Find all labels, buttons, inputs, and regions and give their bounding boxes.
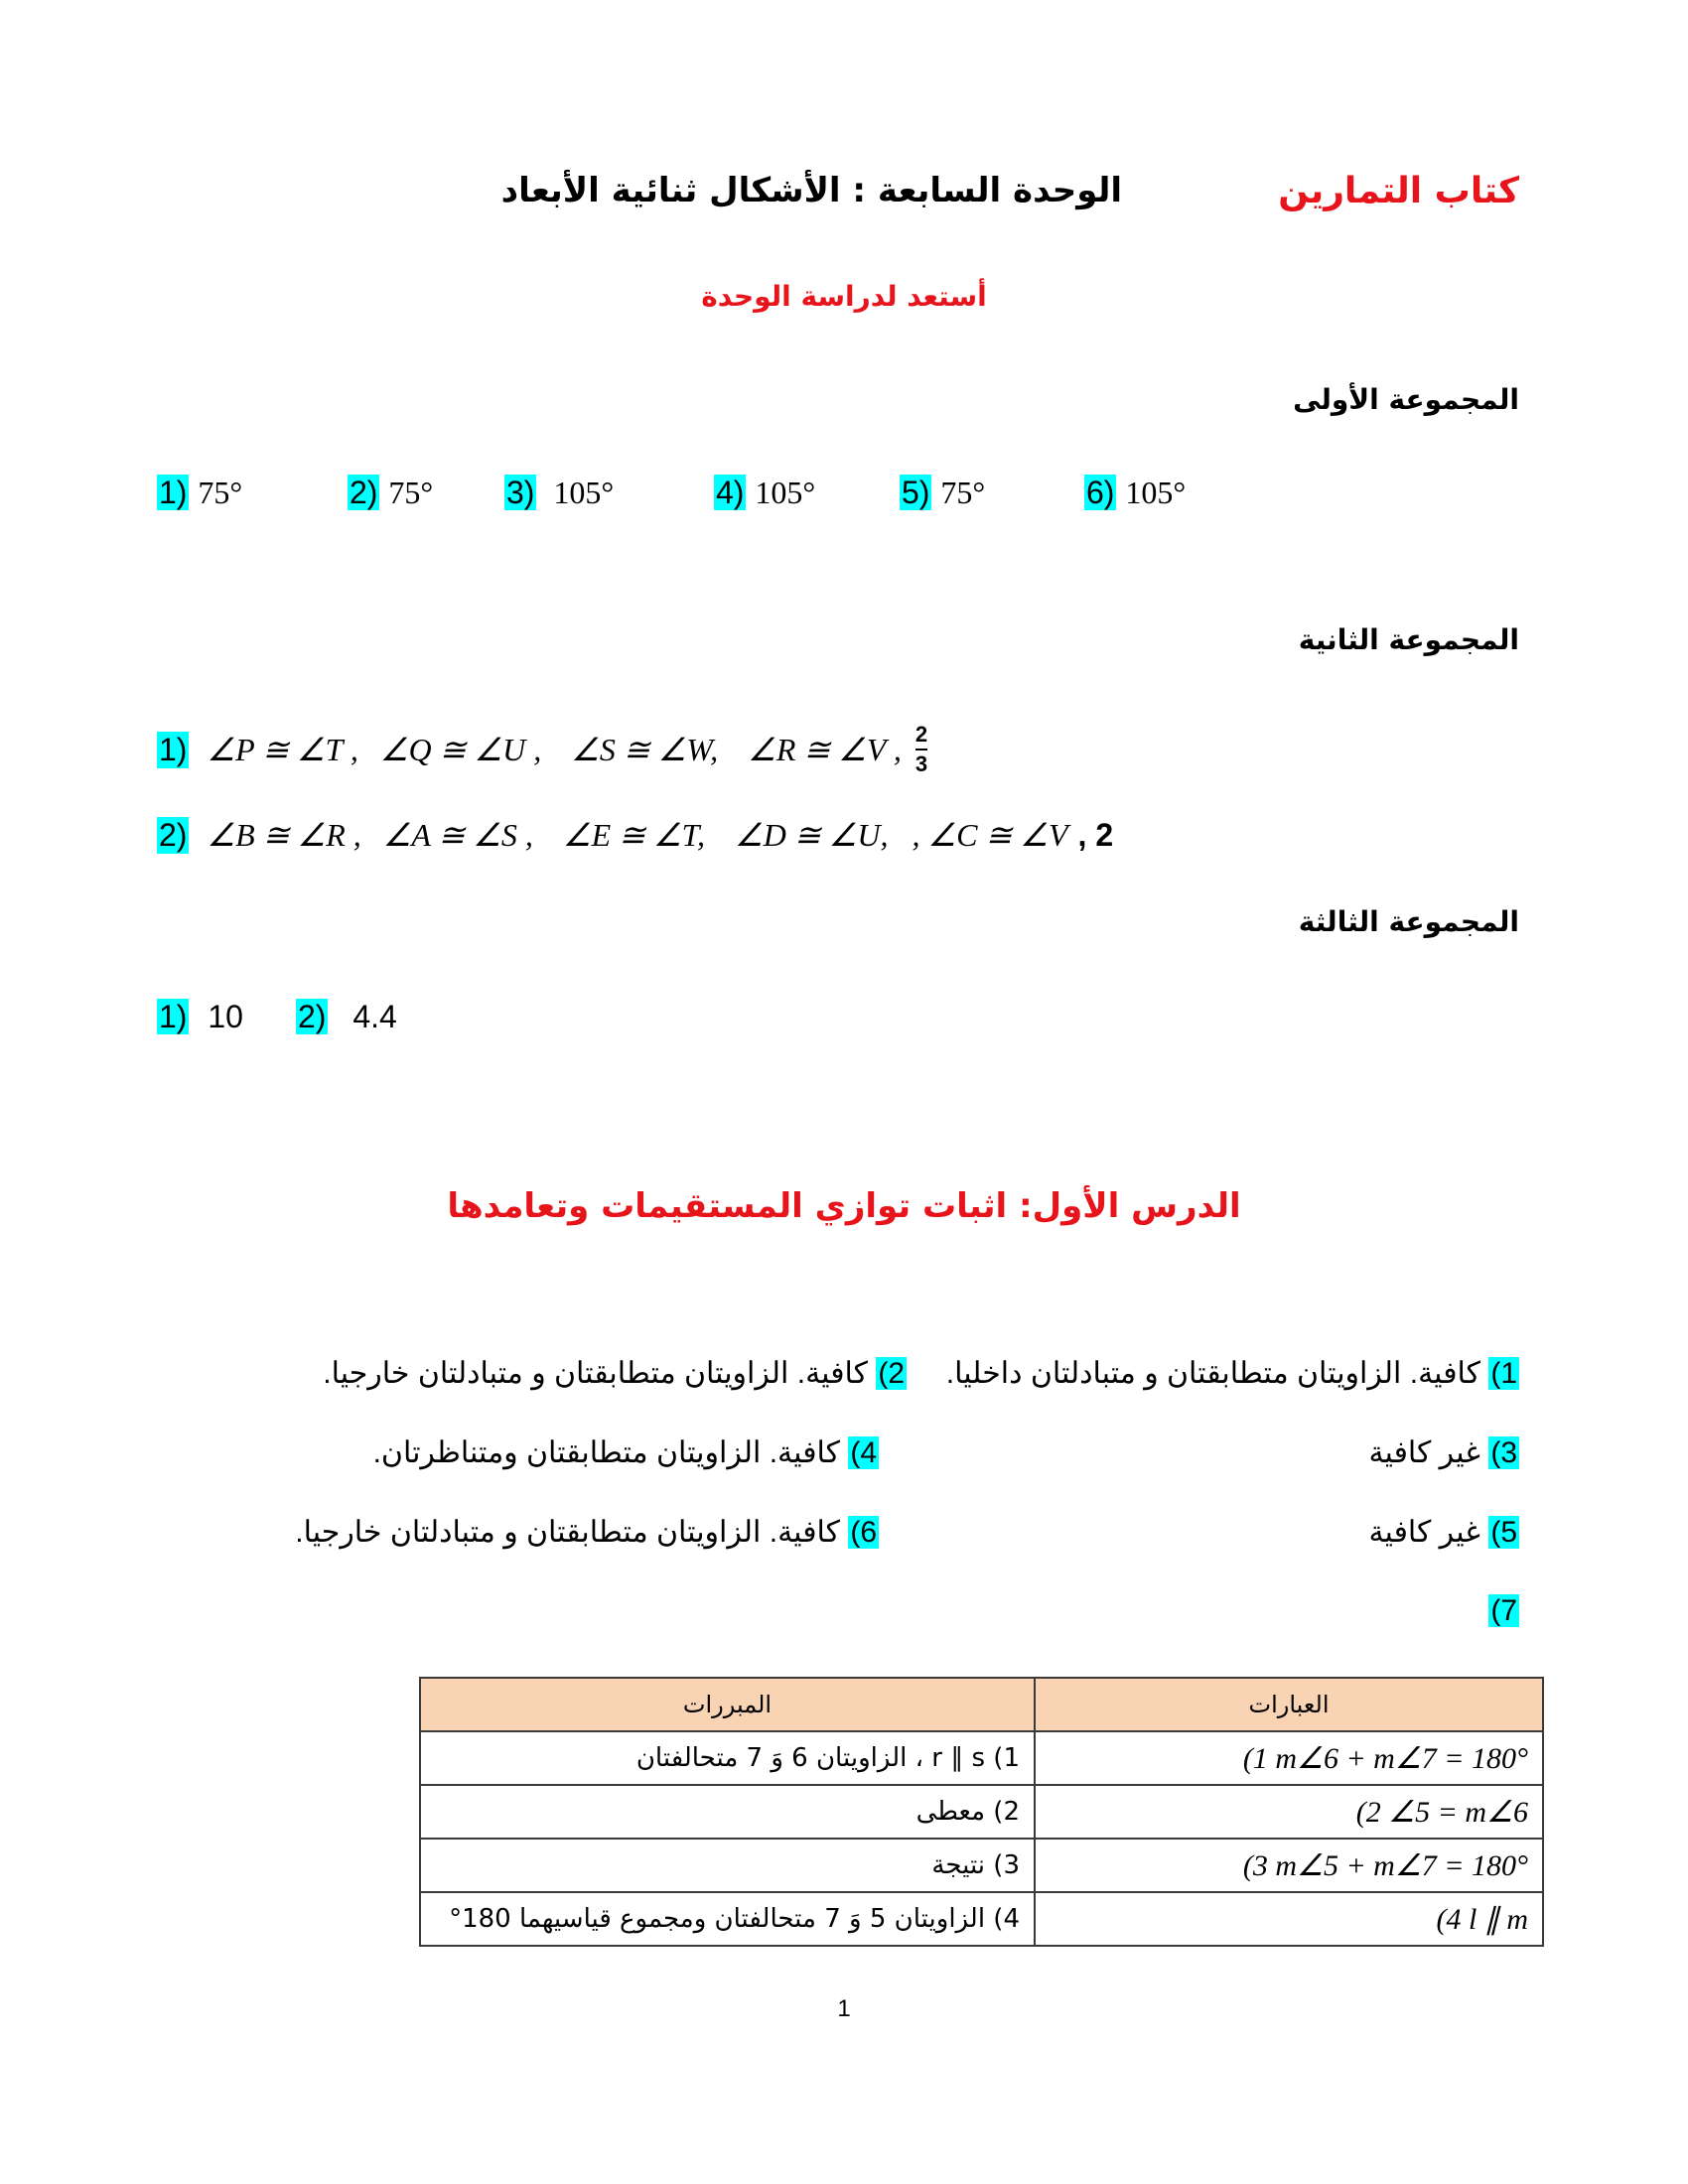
congruence-pair: , ∠C ≅ ∠V	[912, 817, 1068, 853]
fraction-denominator: 3	[914, 751, 928, 776]
answer-number: 2)	[159, 816, 188, 853]
answer-number: 6)	[1086, 475, 1115, 510]
item-number: 5)	[1490, 1516, 1517, 1549]
lesson-item	[1368, 1435, 1519, 1470]
header-statements: العبارات	[1035, 1678, 1543, 1731]
answer-number: 5)	[902, 475, 930, 510]
answer-value: 10	[208, 999, 243, 1034]
answer-item	[1084, 475, 1186, 511]
reason-cell: 3) نتيجة	[420, 1839, 1035, 1892]
answer-item	[504, 475, 614, 511]
item-text: كافية. الزاويتان متطابقتان و متبادلتان خارجيا.	[295, 1516, 840, 1549]
answer-item	[296, 999, 397, 1035]
table-row	[420, 1839, 1543, 1892]
answer-item	[348, 475, 433, 511]
answer-value: 75°	[198, 475, 243, 510]
item-number: 7)	[1490, 1594, 1517, 1627]
answer-value: 4.4	[352, 999, 397, 1034]
item-text: كافية. الزاويتان متطابقتان و متبادلتان خارجيا.	[323, 1357, 868, 1390]
page-number: 1	[837, 1995, 851, 2022]
answer-item	[157, 475, 242, 511]
item-number: 4)	[850, 1436, 877, 1469]
lesson-item	[1488, 1594, 1519, 1628]
answer-number: 3)	[506, 475, 535, 510]
congruence-pair: ∠Q ≅ ∠U ,	[379, 732, 542, 767]
section-title: أستعد لدراسة الوحدة	[701, 280, 987, 313]
statement-cell: (3 m∠5 + m∠7 = 180°	[1035, 1839, 1543, 1892]
answer-value: 105°	[755, 475, 816, 510]
group-2-title: المجموعة الثانية	[1298, 623, 1519, 656]
lesson-item	[373, 1435, 879, 1470]
proof-table	[419, 1677, 1544, 1947]
answer-number: 2)	[298, 999, 327, 1034]
statement-cell: (4 l ∥ m	[1035, 1892, 1543, 1946]
answer-item	[900, 475, 985, 511]
answer-number: 4)	[716, 475, 745, 510]
fraction-numerator: 2	[914, 722, 928, 747]
fraction-bar	[915, 749, 927, 751]
reason-cell: 4) الزاويتان 5 وَ 7 متحالفتان ومجموع قياسيهما 180°	[420, 1892, 1035, 1946]
item-number: 1)	[1490, 1357, 1517, 1390]
congruence-pair: ∠A ≅ ∠S ,	[382, 817, 533, 853]
book-title: كتاب التمارين	[1278, 171, 1519, 211]
group-3-title: المجموعة الثالثة	[1298, 905, 1519, 938]
item-text: غير كافية	[1368, 1436, 1480, 1469]
lesson-item	[295, 1515, 879, 1550]
statement-cell: (1 m∠6 + m∠7 = 180°	[1035, 1731, 1543, 1785]
answer-item	[714, 475, 815, 511]
answer-number: 2)	[350, 475, 378, 510]
answer-value: 75°	[388, 475, 434, 510]
lesson-item	[323, 1356, 907, 1391]
scale-factor: , 2	[1077, 816, 1114, 853]
item-number: 2)	[878, 1357, 905, 1390]
item-text: غير كافية	[1368, 1516, 1480, 1549]
answer-number: 1)	[159, 731, 188, 767]
item-number: 3)	[1490, 1436, 1517, 1469]
answer-value: 105°	[1125, 475, 1187, 510]
scale-factor-fraction	[915, 723, 927, 776]
congruence-pair: ∠D ≅ ∠U,	[735, 817, 889, 853]
statement-cell: (2 ∠5 = m∠6	[1035, 1785, 1543, 1839]
congruence-pair: ∠R ≅ ∠V ,	[748, 732, 902, 767]
answer-value: 75°	[940, 475, 986, 510]
lesson-item	[1368, 1515, 1519, 1550]
group-1-title: المجموعة الأولى	[1293, 383, 1519, 416]
group-2-answer-2	[157, 816, 1113, 854]
congruence-pair: ∠E ≅ ∠T,	[562, 817, 706, 853]
table-row	[420, 1785, 1543, 1839]
lesson-item	[946, 1356, 1519, 1391]
congruence-pair: ∠B ≅ ∠R ,	[207, 817, 361, 853]
unit-title: الوحدة السابعة : الأشكال ثنائية الأبعاد	[500, 171, 1122, 210]
table-row	[420, 1731, 1543, 1785]
reason-cell: 2) معطى	[420, 1785, 1035, 1839]
lesson-title: الدرس الأول: اثبات توازي المستقيمات وتعامدها	[447, 1186, 1241, 1226]
answer-value: 105°	[553, 475, 615, 510]
reason-cell: 1) r ∥ s ، الزاويتان 6 وَ 7 متحالفتان	[420, 1731, 1035, 1785]
table-row	[420, 1892, 1543, 1946]
group-2-answer-1	[157, 723, 927, 776]
congruence-pair: ∠P ≅ ∠T ,	[207, 732, 358, 767]
item-text: كافية. الزاويتان متطابقتان و متبادلتان داخليا.	[945, 1357, 1480, 1390]
answer-item	[157, 999, 243, 1035]
congruence-pair: ∠S ≅ ∠W,	[571, 732, 719, 767]
item-number: 6)	[850, 1516, 877, 1549]
table-header-row	[420, 1678, 1543, 1731]
answer-number: 1)	[159, 475, 188, 510]
answer-number: 1)	[159, 999, 188, 1034]
header-reasons: المبررات	[420, 1678, 1035, 1731]
item-text: كافية. الزاويتان متطابقتان ومتناظرتان.	[372, 1436, 840, 1469]
